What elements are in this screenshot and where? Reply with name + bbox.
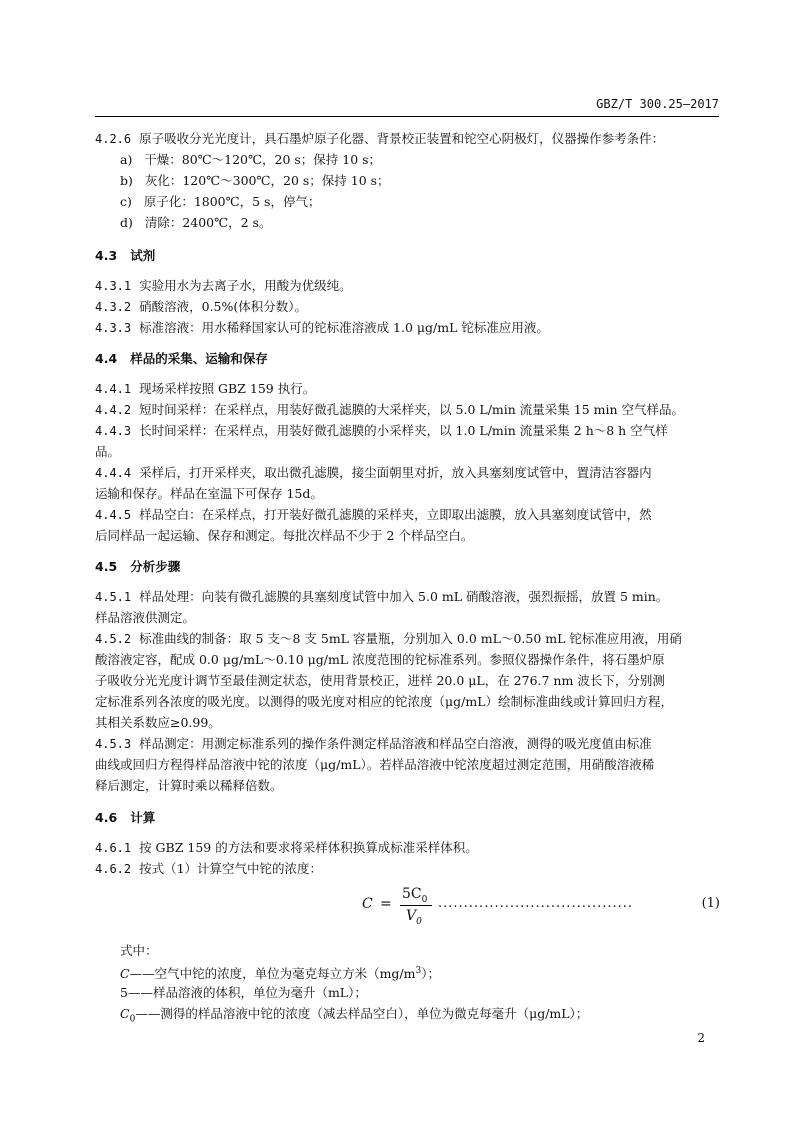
clause-number: 4.5.1 <box>95 590 132 604</box>
clause-text: 样品空白：在采样点，打开装好微孔滤膜的采样夹，立即取出滤膜，放入具塞刻度试管中，然 <box>139 507 652 522</box>
clause-text: 现场采样按照 GBZ 159 执行。 <box>139 381 316 396</box>
clause-4-4-4 <box>95 464 652 482</box>
clause-text: 样品处理：向装有微孔滤膜的具塞刻度试管中加入 5.0 mL 硝酸溶液，强烈振摇，放置 5 min。 <box>139 589 669 604</box>
clause-number: 4.3.1 <box>95 279 132 293</box>
list-label: c) <box>120 194 132 209</box>
clause-number: 4.3.2 <box>95 300 132 314</box>
heading-number: 4.5 <box>95 559 118 574</box>
clause-continuation: 样品溶液供测定。 <box>95 610 196 625</box>
clause-4-3-1 <box>95 277 352 295</box>
clause-number: 4.4.4 <box>95 466 132 480</box>
page-number: 2 <box>697 1031 705 1045</box>
clause-number: 4.2.6 <box>95 132 132 146</box>
definition-subscript: 0 <box>129 1014 136 1025</box>
clause-number: 4.3.3 <box>95 321 132 335</box>
heading-text: 样品的采集、运输和保存 <box>130 351 268 366</box>
clause-text: 原子吸收分光光度计，具石墨炉原子化器、背景校正装置和铊空心阴极灯，仪器操作参考条件： <box>139 131 665 146</box>
clause-continuation: 运输和保存。样品在室温下可保存 15d。 <box>95 486 323 501</box>
definition-item <box>120 1005 588 1029</box>
definition-text: ——样品溶液的体积，单位为毫升（mL）； <box>127 985 367 1000</box>
clause-number: 4.6.1 <box>95 841 132 855</box>
clause-text: 短时间采样：在采样点，用装好微孔滤膜的大采样夹，以 5.0 L/min 流量采集 15 min 空气样品。 <box>139 402 685 417</box>
list-item <box>120 193 320 210</box>
clause-number: 4.4.2 <box>95 403 132 417</box>
list-item <box>120 214 271 231</box>
clause-4-5-3 <box>95 735 652 753</box>
list-text: 干燥：80℃～120℃，20 s；保持 10 s； <box>144 152 382 167</box>
definition-text: ——空气中铊的浓度，单位为毫克每立方米（mg/m <box>129 966 416 982</box>
clause-4-4-3 <box>95 422 668 440</box>
section-heading-4-3 <box>95 247 155 264</box>
clause-continuation: 定标准系列各浓度的吸光度。以测得的吸光度对相应的铊浓度（μg/mL）绘制标准曲线或计算回归方程， <box>95 694 673 709</box>
list-item <box>120 172 390 189</box>
clause-4-3-2 <box>95 298 307 316</box>
clause-text: 采样后，打开采样夹，取出微孔滤膜，接尘面朝里对折，放入具塞刻度试管中，置清洁容器内 <box>139 465 652 480</box>
clause-4-5-1 <box>95 588 668 606</box>
definition-item <box>120 984 367 1001</box>
clause-text: 硝酸溶液，0.5%(体积分数）。 <box>139 299 307 314</box>
formula-leader: ...................................... <box>438 896 634 911</box>
section-heading-4-5 <box>95 558 180 575</box>
clause-continuation: 曲线或回归方程得样品溶液中铊的浓度（μg/mL）。若样品溶液中铊浓度超过测定范围，用硝酸溶液稀 <box>95 757 655 772</box>
equation-number: (1) <box>701 896 720 911</box>
list-text: 灰化：120℃～300℃，20 s；保持 10 s； <box>144 173 390 188</box>
section-heading-4-4 <box>95 350 268 367</box>
formula-lhs: C <box>362 896 373 912</box>
clause-4-2-6 <box>95 130 664 148</box>
clause-4-5-2 <box>95 630 682 648</box>
clause-text: 长时间采样：在采样点，用装好微孔滤膜的小采样夹，以 1.0 L/min 流量采集 2 h～8 h 空气样 <box>139 423 668 438</box>
denominator-main: V <box>406 908 417 924</box>
clause-text: 标准溶液：用水稀释国家认可的铊标准溶液成 1.0 μg/mL 铊标准应用液。 <box>139 320 549 335</box>
definition-superscript: 3 <box>415 966 422 976</box>
numerator-subscript: 0 <box>421 894 428 905</box>
heading-number: 4.6 <box>95 810 118 825</box>
definition-symbol: 5 <box>120 985 128 1000</box>
heading-number: 4.4 <box>95 351 118 366</box>
clause-number: 4.6.2 <box>95 862 132 876</box>
heading-text: 试剂 <box>130 248 156 263</box>
list-label: b) <box>120 173 133 188</box>
clause-continuation: 其相关系数应≥0.99。 <box>95 715 221 730</box>
list-item <box>120 151 381 168</box>
header-rule <box>95 116 719 117</box>
clause-4-4-5 <box>95 506 652 524</box>
clause-4-6-1 <box>95 839 478 857</box>
section-heading-4-6 <box>95 809 155 826</box>
list-label: d) <box>120 215 133 230</box>
numerator-main: 5C <box>402 886 422 902</box>
heading-number: 4.3 <box>95 248 118 263</box>
clause-number: 4.5.2 <box>95 632 132 646</box>
where-label: 式中： <box>120 943 158 958</box>
clause-number: 4.4.1 <box>95 382 132 396</box>
clause-continuation: 释后测定，计算时乘以稀释倍数。 <box>95 778 283 793</box>
clause-number: 4.4.3 <box>95 424 132 438</box>
definition-symbol: C <box>120 1006 130 1021</box>
formula-1 <box>360 886 720 932</box>
heading-text: 分析步骤 <box>130 559 181 574</box>
clause-text: 按 GBZ 159 的方法和要求将采样体积换算成标准采样体积。 <box>139 840 478 855</box>
clause-number: 4.5.3 <box>95 737 132 751</box>
clause-continuation: 子吸收分光光度计调节至最佳测定状态，使用背景校正，进样 20.0 μL，在 276.7 nm 波长下，分别测 <box>95 673 665 688</box>
formula-equals: = <box>380 896 392 912</box>
denominator-subscript: 0 <box>416 916 422 927</box>
list-text: 原子化：1800℃，5 s，停气； <box>143 194 321 209</box>
formula-numerator <box>402 886 427 905</box>
clause-4-3-3 <box>95 319 549 337</box>
list-text: 清除：2400℃，2 s。 <box>144 215 272 230</box>
clause-text: 实验用水为去离子水，用酸为优级纯。 <box>139 278 352 293</box>
fraction-bar <box>400 905 432 906</box>
definition-tail: ）； <box>421 966 440 982</box>
standard-code-header: GBZ/T 300.25—2017 <box>596 97 719 111</box>
clause-4-4-1 <box>95 380 315 398</box>
heading-text: 计算 <box>130 810 156 825</box>
clause-continuation: 酸溶液定容，配成 0.0 μg/mL～0.10 μg/mL 浓度范围的铊标准系列。参照仪器操作条件，将石墨炉原 <box>95 652 665 667</box>
clause-4-4-2 <box>95 401 684 419</box>
definition-text: ——测得的样品溶液中铊的浓度（减去样品空白），单位为微克每毫升（μg/mL）； <box>135 1006 589 1021</box>
list-label: a) <box>120 152 133 167</box>
clause-continuation: 品。 <box>95 444 121 459</box>
clause-text: 样品测定：用测定标准系列的操作条件测定样品溶液和样品空白溶液，测得的吸光度值由标准 <box>139 736 652 751</box>
clause-text: 标准曲线的制备：取 5 支～8 支 5mL 容量瓶，分别加入 0.0 mL～0.50 mL 铊标准应用液，用硝 <box>139 631 682 646</box>
clause-continuation: 后同样品一起运输、保存和测定。每批次样品不少于 2 个样品空白。 <box>95 528 474 543</box>
clause-text: 按式（1）计算空气中铊的浓度： <box>139 861 323 876</box>
formula-denominator <box>406 908 422 927</box>
definition-symbol: C <box>120 966 130 982</box>
clause-number: 4.4.5 <box>95 508 132 522</box>
clause-4-6-2 <box>95 860 322 878</box>
definition-item <box>120 963 440 982</box>
